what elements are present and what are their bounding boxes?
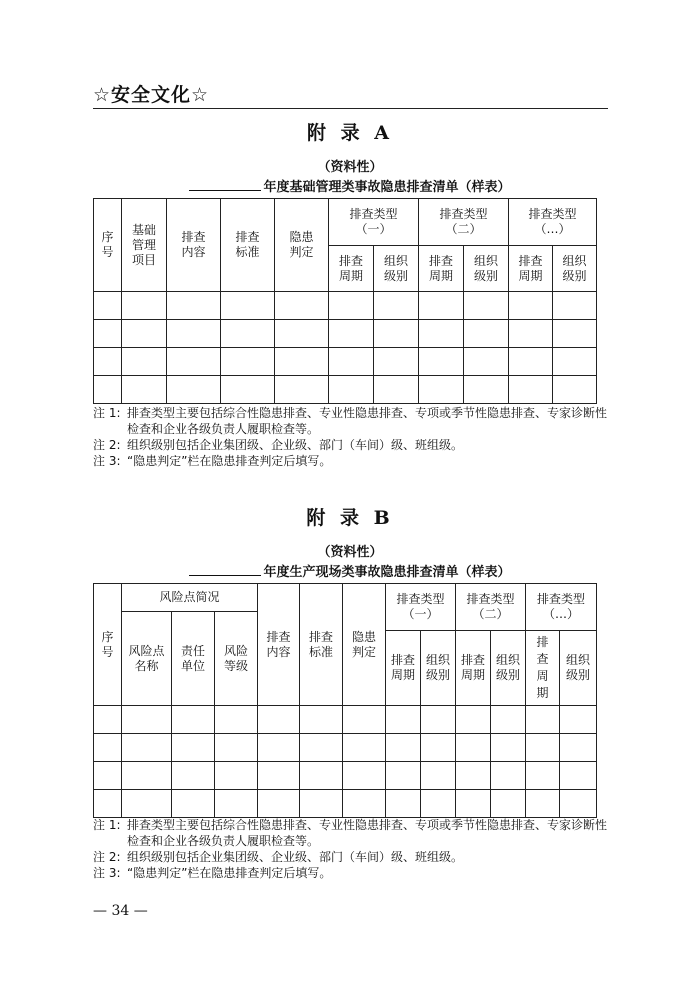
- header-unit: 责任单位: [172, 612, 215, 706]
- header-item: 基础管理项目: [122, 199, 167, 292]
- appendix-a-note: （资料性）: [317, 160, 383, 175]
- header-standard: 排查标准: [300, 584, 343, 706]
- table-row: [94, 706, 597, 734]
- appendix-b-table-title: [0, 561, 700, 580]
- appendix-b-title: 附 录 B: [306, 507, 394, 529]
- table-row: [94, 292, 597, 320]
- header-risk-level: 风险等级: [215, 612, 258, 706]
- table-row: [94, 348, 597, 376]
- blank-line: [189, 178, 261, 191]
- table-row: [94, 734, 597, 762]
- header-type-2: 排查类型（二）: [456, 584, 526, 631]
- header-level: 组织级别: [553, 246, 597, 292]
- note-2: 注 2: 组织级别包括企业集团级、企业级、部门（车间）级、班组级。: [93, 850, 464, 864]
- header-type-2: 排查类型（二）: [419, 199, 509, 246]
- table-row: [94, 790, 597, 818]
- header-cycle: 排查周期: [386, 631, 421, 706]
- table-row: [94, 762, 597, 790]
- header-cycle: 排查周期: [526, 631, 560, 706]
- page-number: — 34 —: [93, 903, 148, 919]
- appendix-a-notes: [93, 405, 608, 469]
- header-content: 排查内容: [258, 584, 300, 706]
- header-rule: [93, 108, 608, 109]
- table-row: [94, 376, 597, 404]
- header-type-3: 排查类型（…）: [526, 584, 597, 631]
- header-judge: 隐患判定: [275, 199, 329, 292]
- note-3: 注 3: “隐患判定”栏在隐患排查判定后填写。: [93, 454, 332, 468]
- appendix-a-table-title: [0, 176, 700, 195]
- header-type-1: 排查类型（一）: [329, 199, 419, 246]
- header-level: 组织级别: [374, 246, 419, 292]
- appendix-a-table: [93, 198, 597, 404]
- appendix-b-table-title-text: 年度生产现场类事故隐患排查清单（样表）: [263, 565, 511, 580]
- header-level: 组织级别: [491, 631, 526, 706]
- blank-line: [189, 563, 261, 576]
- header-type-3: 排查类型（…）: [509, 199, 597, 246]
- header-seq: 序号: [94, 199, 122, 292]
- header-cycle: 排查周期: [509, 246, 553, 292]
- header-level: 组织级别: [464, 246, 509, 292]
- header-judge: 隐患判定: [343, 584, 386, 706]
- appendix-a-title: 附 录 A: [307, 122, 393, 144]
- note-3: 注 3: “隐患判定”栏在隐患排查判定后填写。: [93, 866, 332, 880]
- appendix-a-table-title-text: 年度基础管理类事故隐患排查清单（样表）: [263, 180, 511, 195]
- header-cycle: 排查周期: [329, 246, 374, 292]
- header-type-1: 排查类型（一）: [386, 584, 456, 631]
- header-level: 组织级别: [560, 631, 597, 706]
- header-risk: 风险点简况: [122, 584, 258, 612]
- table-row: [94, 320, 597, 348]
- appendix-b-notes: [93, 817, 608, 881]
- header-level: 组织级别: [421, 631, 456, 706]
- header-cycle: 排查周期: [456, 631, 491, 706]
- note-1: 注 1: 排查类型主要包括综合性隐患排查、专业性隐患排查、专项或季节性隐患排查、专家诊断性检查和企业各级负责人履职检查等。: [93, 406, 608, 436]
- header-content: 排查内容: [167, 199, 221, 292]
- note-1: 注 1: 排查类型主要包括综合性隐患排查、专业性隐患排查、专项或季节性隐患排查、专家诊断性检查和企业各级负责人履职检查等。: [93, 818, 608, 848]
- appendix-b-note: （资料性）: [317, 545, 383, 560]
- header-standard: 排查标准: [221, 199, 275, 292]
- header-cycle: 排查周期: [419, 246, 464, 292]
- appendix-b-table: [93, 583, 597, 818]
- header-risk-name: 风险点名称: [122, 612, 172, 706]
- running-header: ☆安全文化☆: [93, 84, 210, 106]
- note-2: 注 2: 组织级别包括企业集团级、企业级、部门（车间）级、班组级。: [93, 438, 464, 452]
- header-seq: 序号: [94, 584, 122, 706]
